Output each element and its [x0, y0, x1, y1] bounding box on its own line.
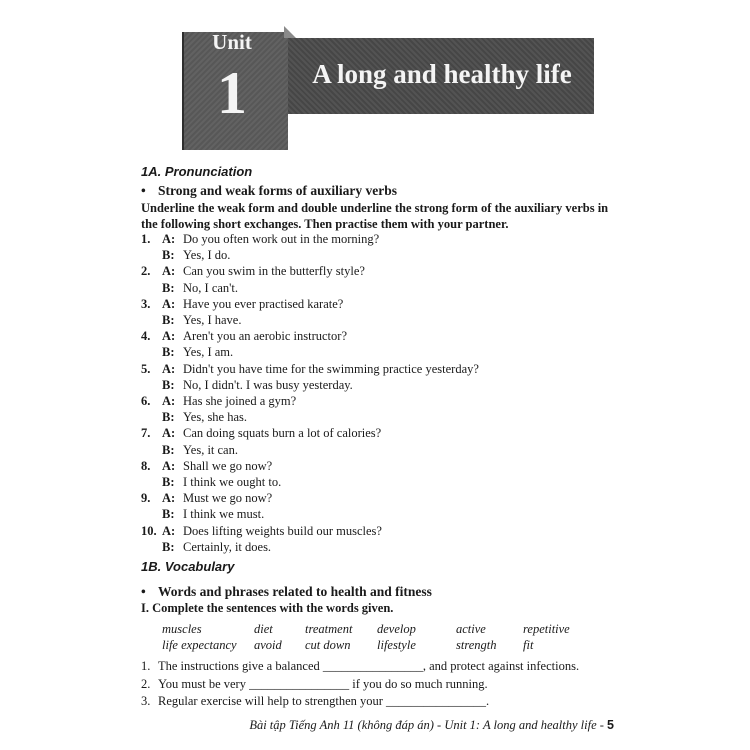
- bullet-heading-auxiliary-verbs: [141, 183, 397, 199]
- word-option: cut down: [305, 638, 351, 652]
- speaker-a-label: A:: [162, 426, 176, 441]
- speaker-a-label: A:: [162, 491, 176, 506]
- exchange-number: 8.: [141, 458, 151, 473]
- speaker-a-label: A:: [162, 329, 176, 344]
- speaker-a-label: A:: [162, 296, 176, 311]
- speaker-a-line: Can doing squats burn a lot of calories?: [183, 426, 382, 441]
- speaker-b-line: Yes, I am.: [183, 345, 234, 360]
- unit-title: A long and healthy life: [312, 59, 572, 89]
- speaker-a-line: Have you ever practised karate?: [183, 296, 344, 311]
- speaker-a-label: A:: [162, 523, 176, 538]
- unit-banner: [180, 26, 600, 150]
- bullet-heading-health-fitness: [141, 584, 432, 600]
- sentence-number: 2.: [141, 676, 151, 691]
- word-option: active: [456, 622, 486, 636]
- word-option: repetitive: [523, 622, 570, 636]
- speaker-b-label: B:: [162, 377, 175, 392]
- word-option: treatment: [305, 622, 353, 636]
- speaker-a-line: Can you swim in the butterfly style?: [183, 264, 365, 279]
- unit-label: Unit: [212, 30, 252, 54]
- word-option: strength: [456, 638, 497, 652]
- exchange-number: 1.: [141, 232, 151, 246]
- section-heading-pronunciation: 1A. Pronunciation: [141, 164, 253, 179]
- word-option: develop: [377, 622, 416, 636]
- exchange-number: 3.: [141, 296, 151, 311]
- speaker-b-label: B:: [162, 539, 175, 554]
- speaker-a-line: Didn't you have time for the swimming practice yesterday?: [183, 361, 479, 376]
- speaker-a-label: A:: [162, 361, 176, 376]
- speaker-a-line: Shall we go now?: [183, 458, 273, 473]
- bullet-text: Strong and weak forms of auxiliary verbs: [158, 183, 398, 198]
- exchange-number: 7.: [141, 426, 151, 441]
- bullet-icon: •: [141, 183, 146, 198]
- footer-text: Bài tập Tiếng Anh 11 (không đáp án) - Unit 1: A long and healthy life -: [249, 718, 608, 732]
- speaker-b-line: Yes, I have.: [183, 313, 242, 327]
- speaker-b-line: Yes, she has.: [183, 410, 248, 425]
- speaker-b-label: B:: [162, 442, 175, 457]
- speaker-b-label: B:: [162, 475, 175, 489]
- sentence-text: Regular exercise will help to strengthen your ________________.: [158, 694, 490, 708]
- speaker-a-label: A:: [162, 458, 176, 473]
- speaker-a-label: A:: [162, 264, 176, 279]
- exchange-number: 4.: [141, 329, 151, 344]
- speaker-b-line: Yes, I do.: [183, 248, 231, 263]
- speaker-b-line: No, I didn't. I was busy yesterday.: [183, 377, 353, 392]
- speaker-b-line: Yes, it can.: [183, 442, 238, 457]
- speaker-b-line: No, I can't.: [183, 280, 239, 295]
- speaker-b-line: I think we must.: [183, 507, 265, 522]
- pronunciation-instruction: Underline the weak form and double underline the strong form of the auxiliary verbs in the following short exchanges. Then practise them with your partner.: [141, 201, 609, 231]
- speaker-a-line: Must we go now?: [183, 491, 273, 506]
- speaker-a-line: Do you often work out in the morning?: [183, 232, 380, 246]
- speaker-a-line: Does lifting weights build our muscles?: [183, 523, 382, 538]
- speaker-b-label: B:: [162, 507, 175, 522]
- word-option: avoid: [254, 638, 282, 652]
- vocabulary-instruction: I. Complete the sentences with the words given.: [141, 601, 394, 615]
- bullet-icon: •: [141, 584, 146, 599]
- speaker-a-line: Has she joined a gym?: [183, 394, 297, 408]
- speaker-a-label: A:: [162, 394, 176, 408]
- sentence-text: The instructions give a balanced ________________, and protect against infections.: [158, 659, 580, 673]
- word-option: diet: [254, 622, 273, 636]
- word-option: life expectancy: [162, 638, 237, 652]
- speaker-b-label: B:: [162, 313, 175, 327]
- word-option: lifestyle: [377, 638, 416, 652]
- speaker-b-label: B:: [162, 280, 175, 295]
- bullet-text: Words and phrases related to health and fitness: [158, 584, 432, 599]
- speaker-a-line: Aren't you an aerobic instructor?: [183, 329, 347, 344]
- exchange-number: 6.: [141, 394, 151, 408]
- page-number: 5: [607, 718, 614, 732]
- section-heading-vocabulary: 1B. Vocabulary: [141, 559, 235, 574]
- speaker-b-label: B:: [162, 345, 175, 360]
- sentence-number: 1.: [141, 659, 151, 673]
- speaker-b-line: I think we ought to.: [183, 475, 282, 489]
- speaker-b-label: B:: [162, 248, 175, 263]
- exchange-number: 9.: [141, 491, 151, 506]
- exchange-number: 10.: [141, 523, 157, 538]
- page-footer: [240, 718, 614, 733]
- word-option: fit: [523, 638, 534, 652]
- exchange-number: 2.: [141, 264, 151, 279]
- unit-tab-flap: [284, 26, 296, 38]
- speaker-b-line: Certainly, it does.: [183, 539, 272, 554]
- speaker-b-label: B:: [162, 410, 175, 425]
- unit-number: 1: [217, 60, 247, 126]
- exchange-number: 5.: [141, 361, 151, 376]
- sentence-text: You must be very ________________ if you do so much running.: [158, 676, 488, 691]
- sentence-number: 3.: [141, 694, 151, 708]
- word-option: muscles: [162, 622, 202, 636]
- speaker-a-label: A:: [162, 232, 176, 246]
